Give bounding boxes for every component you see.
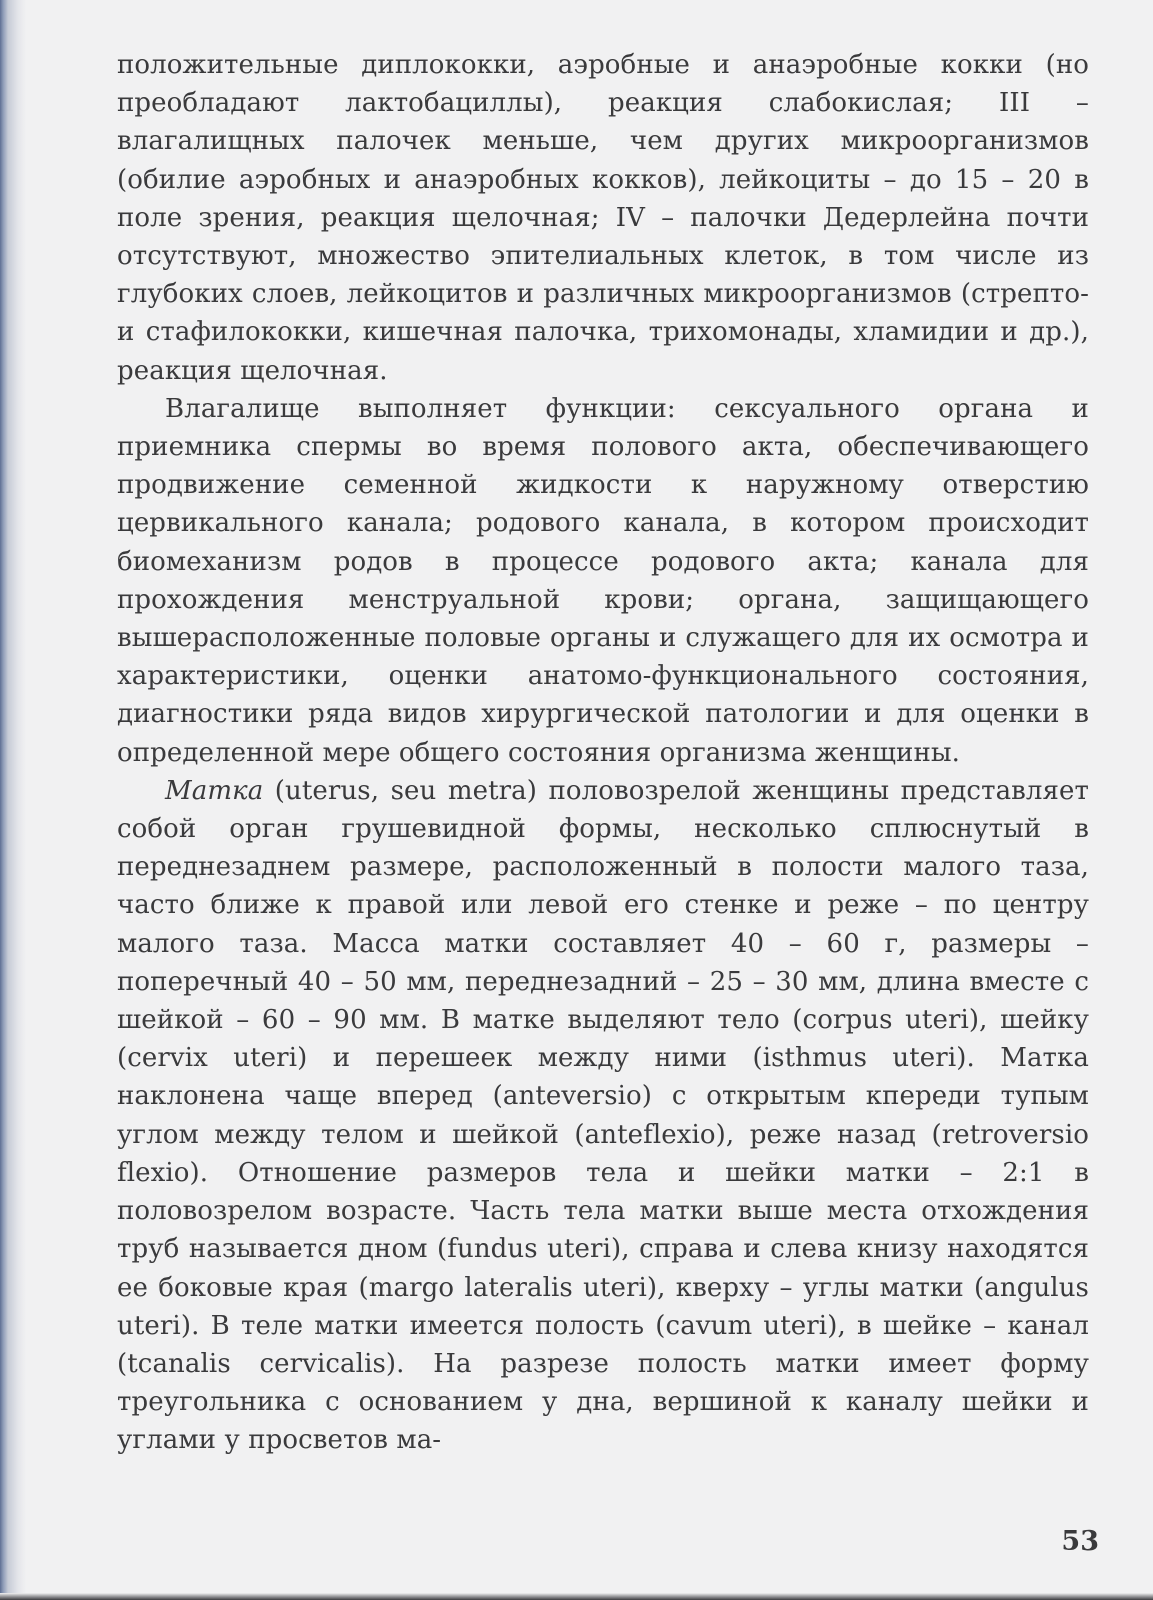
paragraph-uterus-description — [117, 772, 1089, 1460]
paragraph-vaginal-flora-continuation: положительные диплококки, аэробные и анаэробные кокки (но преобладают лактобациллы), реакция слабокислая; III – влагалищных палочек меньше, чем других микроорганизмов (обилие аэробных и анаэробных кокков), лейкоциты – до 15 – 20 в поле зрения, реакция щелочная; IV – палочки Дедерлейна почти отсутствуют, множество эпителиальных клеток, в том числе из глубоких слоев, лейкоцитов и различных микроорганизмов (стрепто- и стафилококки, кишечная палочка, трихомонады, хламидии и др.), реакция щелочная. — [117, 50, 1089, 386]
page-body-text — [117, 46, 1089, 1460]
paragraph-vagina-functions: Влагалище выполняет функции: сексуального органа и приемника спермы во время полового акта, обеспечивающего продвижение семенной жидкости к наружному отверстию цервикального канала; родового канала, в котором происходит биомеханизм родов в процессе родового акта; канала для прохождения менструальной крови; органа, защищающего вышерасположенные половые органы и служащего для их осмотра и характеристики, оценки анатомо-функционального состояния, диагностики ряда видов хирургической патологии и для оценки в определенной мере общего состояния организма женщины. — [117, 393, 1089, 768]
page-binding-edge — [0, 0, 26, 1600]
page-bottom-edge — [0, 1593, 1153, 1600]
page-number: 53 — [1061, 1526, 1099, 1557]
term-uterus: Матка — [165, 775, 264, 806]
paragraph-uterus-text: (uterus, seu metra) половозрелой женщины представляет собой орган грушевидной формы, несколько сплюснутый в переднезаднем размере, расположенный в полости малого таза, часто ближе к правой или левой его стенке и реже – по центру малого таза. Масса матки составляет 40 – 60 г, размеры – поперечный 40 – 50 мм, переднезадний – 25 – 30 мм, длина вместе с шейкой – 60 – 90 мм. В матке выделяют тело (corpus uteri), шейку (cervix uteri) и перешеек между ними (isthmus uteri). Матка наклонена чаще вперед (anteversio) с открытым кпереди тупым углом между телом и шейкой (anteflexio), реже назад (retroversio flexio). Отношение размеров тела и шейки матки – 2:1 в половозрелом возрасте. Часть тела матки выше места отхождения труб называется дном (fundus uteri), справа и слева книзу находятся ее боковые края (margo lateralis uteri), кверху – углы матки (angulus uteri). В теле матки имеется полость (cavum uteri), в шейке – канал (tcanalis cervicalis). На разрезе полость матки имеет форму треугольника с основанием у дна, вершиной к каналу шейки и углами у просветов ма- — [117, 775, 1089, 1456]
